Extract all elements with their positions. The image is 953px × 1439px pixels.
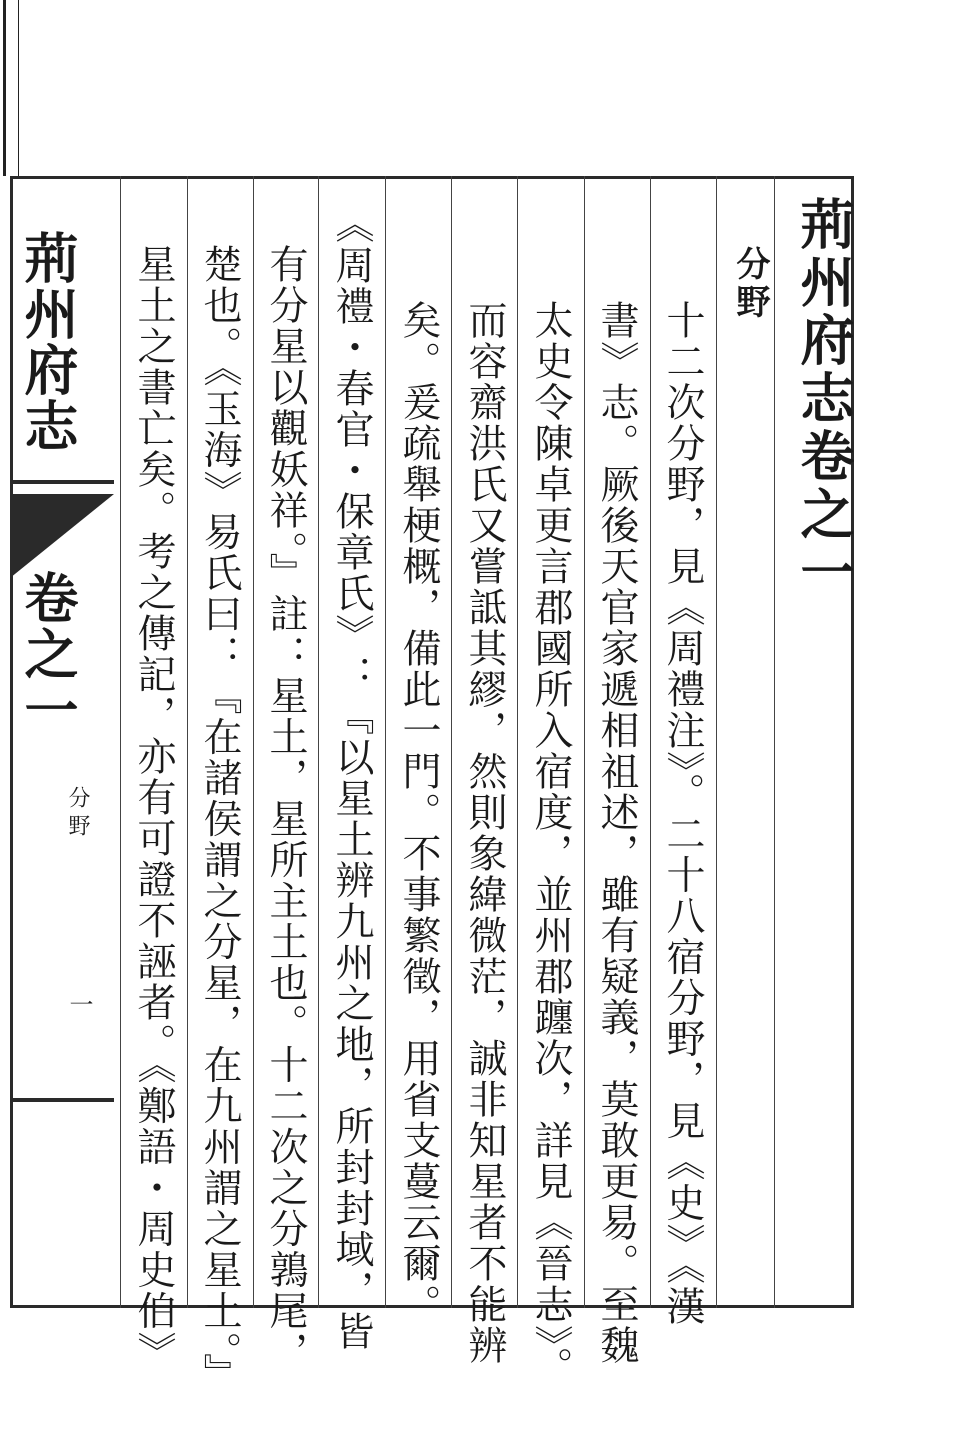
column-divider xyxy=(774,176,775,1308)
text-column-4: 而容齋洪氏又嘗詆其繆，然則象緯微茫，誠非知星者不能辨 xyxy=(462,300,507,1366)
spine-page-number: 一 xyxy=(65,992,93,1016)
spine-book-title: 荊州府志 xyxy=(16,230,80,454)
column-divider xyxy=(716,176,717,1308)
column-divider xyxy=(517,176,518,1308)
text-column-7: 有分星以觀妖祥。』註：星土，星所主土也。十二次之分鶉尾， xyxy=(263,244,308,1373)
column-divider xyxy=(650,176,651,1308)
column-divider xyxy=(318,176,319,1308)
text-column-6: 《周禮・春官・保章氏》：『以星土辨九州之地，所封封域，皆 xyxy=(329,204,374,1352)
margin-rule-inner xyxy=(18,0,19,176)
spine-section-label: 分野 xyxy=(65,786,90,842)
column-divider xyxy=(187,176,188,1308)
margin-rule-outer xyxy=(3,0,6,176)
text-column-3: 太史令陳卓更言郡國所入宿度，並州郡躔次，詳見《晉志》。 xyxy=(528,300,573,1388)
spine-volume: 卷之一 xyxy=(16,570,80,738)
text-column-5: 矣。爰疏舉梗概，備此一門。不事繁徵，用省支蔓云爾。 xyxy=(396,300,441,1325)
text-column-2: 書》志。厥後天官家遞相祖述，雖有疑義，莫敢更易。至魏 xyxy=(594,300,639,1366)
column-divider xyxy=(253,176,254,1308)
text-column-8: 楚也。《玉海》易氏曰：『在諸侯謂之分星，在九州謂之星土。』 xyxy=(197,244,242,1394)
column-divider xyxy=(385,176,386,1308)
column-divider xyxy=(584,176,585,1308)
book-title: 荊州府志卷之一 xyxy=(792,196,856,602)
text-column-9: 星土之書亡矣。考之傳記，亦有可證不誣者。《鄭語・周史伯》 xyxy=(131,244,176,1373)
text-column-1: 十二次分野，見《周禮注》。二十八宿分野，見《史》《漢 xyxy=(660,300,705,1327)
column-divider xyxy=(451,176,452,1308)
section-heading: 分野 xyxy=(730,246,770,322)
